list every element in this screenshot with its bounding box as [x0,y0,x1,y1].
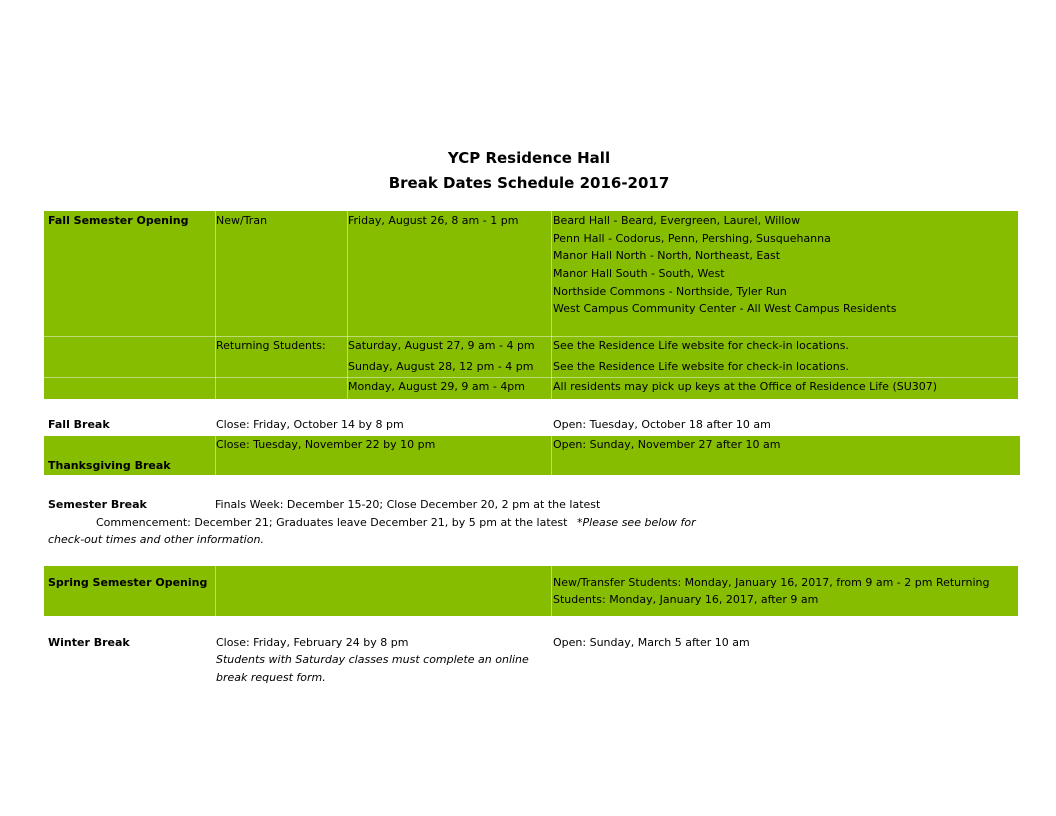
hall-list-item: Manor Hall South - South, West [553,267,725,280]
thanksgiving-band [44,436,1020,475]
winter-break-close: Close: Friday, February 24 by 8 pm [216,636,409,649]
spring-opening-detail: Students: Monday, January 16, 2017, after 9 am [553,593,819,606]
spring-opening-label: Spring Semester Opening [48,576,208,589]
page-title-line2: Break Dates Schedule 2016-2017 [388,174,670,192]
hall-list-item: West Campus Community Center - All West Campus Residents [553,302,897,315]
grid-line [215,211,216,399]
returning-time: Saturday, August 27, 9 am - 4 pm [348,339,535,352]
grid-line [551,566,552,616]
fall-break-close: Close: Friday, October 14 by 8 pm [216,418,404,431]
semester-break-note: *Please see below for [577,516,696,529]
new-transfer-time: Friday, August 26, 8 am - 1 pm [348,214,519,227]
fall-opening-label: Fall Semester Opening [48,214,189,227]
winter-break-note: Students with Saturday classes must complete an online [216,653,529,666]
semester-break-note: check-out times and other information. [48,533,264,546]
returning-time: Sunday, August 28, 12 pm - 4 pm [348,360,534,373]
thanksgiving-open: Open: Sunday, November 27 after 10 am [553,438,781,451]
hall-list-item: Penn Hall - Codorus, Penn, Pershing, Susquehanna [553,232,831,245]
semester-break-label: Semester Break [48,498,147,511]
returning-note: See the Residence Life website for check-in locations. [553,360,849,373]
grid-line [215,566,216,616]
thanksgiving-label: Thanksgiving Break [48,459,171,472]
semester-break-finals: Finals Week: December 15-20; Close December 20, 2 pm at the latest [215,498,601,511]
grid-line [551,211,552,399]
hall-list-item: Manor Hall North - North, Northeast, East [553,249,781,262]
fall-break-open: Open: Tuesday, October 18 after 10 am [553,418,771,431]
winter-break-label: Winter Break [48,636,130,649]
returning-note: All residents may pick up keys at the Office of Residence Life (SU307) [553,380,938,393]
page-title-line1: YCP Residence Hall [447,149,611,167]
returning-time: Monday, August 29, 9 am - 4pm [348,380,526,393]
grid-line [551,436,552,475]
winter-break-open: Open: Sunday, March 5 after 10 am [553,636,750,649]
fall-break-label: Fall Break [48,418,110,431]
hall-list-item: Beard Hall - Beard, Evergreen, Laurel, Willow [553,214,801,227]
new-transfer-label: New/Tran [216,214,268,227]
winter-break-note: break request form. [216,671,326,684]
returning-note: See the Residence Life website for check-in locations. [553,339,849,352]
semester-break-commencement: Commencement: December 21; Graduates leave December 21, by 5 pm at the latest [96,516,568,529]
spring-opening-detail: New/Transfer Students: Monday, January 16, 2017, from 9 am - 2 pm Returning [553,576,990,589]
thanksgiving-close: Close: Tuesday, November 22 by 10 pm [216,438,436,451]
returning-students-label: Returning Students: [216,339,326,352]
hall-list-item: Northside Commons - Northside, Tyler Run [553,285,787,298]
